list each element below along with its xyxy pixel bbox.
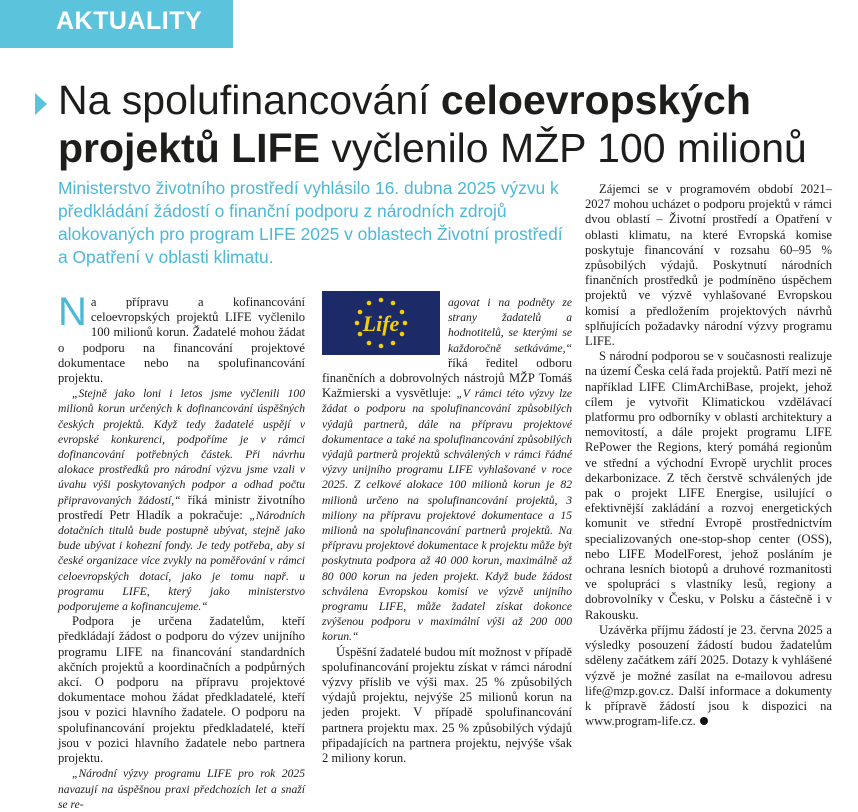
paragraph <box>58 290 305 386</box>
quote-paragraph <box>58 386 305 614</box>
column-1 <box>58 290 305 812</box>
paragraph-text: Uzávěrka příjmu žádostí je 23. června 2025 a výsledky posouzení žádostí budou žadatelům sděleny začátkem září 2025. Dotazy k vyhlášené výzvě je možné zasílat na e-mailovou adresu life@mzp.gov.cz. Další informace a dokumenty k přípravě žádostí jsou k dispozici na www.program-life.cz. <box>585 622 832 729</box>
drop-cap: N <box>58 290 87 334</box>
logo-text: Life <box>362 311 400 336</box>
quote-text: „Národních dotačních titulů bude postupně ubývat, stejně jako bude ubývat i kohezní fondy. Je tedy potřeba, aby si české organizace více zvykly na poměřování v rámci celoevropských dotací, jako je tomu např. u programu LIFE, který jako ministerstvo podporujeme a kofinancujeme.“ <box>58 508 305 614</box>
headline-bold: celoevropských projektů LIFE <box>58 77 751 171</box>
paragraph-text: říká ředitel odboru finančních a dobrovolných nástrojů MŽP Tomáš Kažmierski a vysvětluje: <box>322 355 572 401</box>
paragraph-text: a přípravu a kofinancování celoevropských projektů LIFE vyčlenilo 100 milionů korun. Žadatelé mohou žádat o podporu na financování projektové dokumentace nebo na spolufinancování projektu. <box>58 295 305 386</box>
eu-stars-icon <box>322 291 440 355</box>
headline-part1: Na spolufinancování <box>58 77 441 123</box>
end-mark-icon <box>700 717 708 725</box>
quote-paragraph: „Národní výzvy programu LIFE pro rok 2025 navazují na úspěšnou praxi předchozích let a snaží se re- <box>58 767 305 811</box>
paragraph: Zájemci se v programovém období 2021–2027 mohou ucházet o podporu projektů v rámci dvou oblastí – Životní prostředí a Opatření v oblasti klimatu, na které Evropská komise poskytuje financování v rozsahu 60–95 % způsobilých výdajů. Poskytnutí národních finančních prostředků je podmíněno úspěchem projektů ve výzvě vyhlašované Evropskou komisí a předložením projektových návrhů splňujících požadavky národní výzvy programu LIFE. <box>585 182 832 349</box>
quote-text: „Stejně jako loni i letos jsme vyčlenili 100 milionů korun určených k dofinancování úspěšných českých projektů. Když tedy žadatelé uspějí v evropské konkurenci, podpoříme je v rámci dofinancování potřebných částek. Při návrhu alokace prostředků pro národní výzvu jsme vzali v úvahu výši poskytovaných podpor a odhad počtu připravovaných žádostí,“ <box>58 387 305 507</box>
triangle-marker-icon <box>35 93 47 115</box>
section-badge <box>0 0 233 48</box>
paragraph: Podpora je určena žadatelům, kteří předkládají žádost o podporu do výzev unijního programu LIFE na financování standardních akčních projektů a koordinačních a podpůrných akcí. O podporu na přípravu projektové dokumentace mohou žádat předkladatelé, kteří jsou v pozici hlavního žadatele. O podporu na spolufinancování projektu předkladatelé, kteří jsou v pozici hlavního žadatele nebo partnera projektu. <box>58 614 305 766</box>
headline <box>58 76 848 172</box>
column-2 <box>322 295 572 766</box>
paragraph <box>585 623 832 729</box>
lead-paragraph: Ministerstvo životního prostředí vyhlásilo 16. dubna 2025 výzvu k předkládání žádostí o finanční podporu z národních zdrojů alokovaných pro program LIFE 2025 v oblastech Životní prostředí a Opatření v oblasti klimatu. <box>58 178 563 267</box>
eu-life-logo <box>322 291 440 355</box>
column-3 <box>585 182 832 729</box>
quote-text: „V rámci této výzvy lze žádat o podporu na spolufinancování způsobilých výdajů partnerů, dále na přípravu projektové dokumentace a také na spolufinancování způsobilých výdajů partnerů projektů schválených v rámci řádné výzvy unijního programu LIFE vyhlašované v roce 2025. Z celkové alokace 100 milionů korun je 82 milionů určeno na spolufinancování projektů, 3 miliony na přípravu projektové dokumentace a 15 milionů na spolufinancování partnerů projektů. Na přípravu projektové dokumentace k projektu může být poskytnuta podpora až 40 000 korun, maximálně až 80 000 korun na jeden projekt. Když bude žádost schválena Evropskou komisí ve výzvě unijního programu LIFE, může žadatel získat dokonce zvýšenou podporu v maximální výši až 200 000 korun.“ <box>322 387 572 644</box>
quote-text: agovat i na podněty ze strany žadatelů a hodnotitelů, se kterými se každoročně setkáváme,“ <box>448 296 572 355</box>
paragraph: S národní podporou se v současnosti realizuje na území Česka celá řada projektů. Patří mezi ně například LIFE ClimArchiBase, projekt, jehož cílem je vytvořit Klimatickou vzdělávací platformu pro odborníky v oblasti architektury a nemovitostí, a dále projekt programu LIFE RePower the Regions, který pomáhá regionům ve střední a východní Evropě urychlit proces dekarbonizace. Z těch čerstvě schválených jde pak o projekt LIFE Energise, usilující o efektivnější zakládání a rozvoj energetických komunit ve střední Evropě prostřednictvím specializovaných one-stop-shop center (OSS), nebo LIFE ModelForest, jehož posláním je ochrana lesních biotopů a druhové rozmanitosti ve spolupráci s vlastníky lesů, regiony a dobrovolníky v Česku, v Polsku a částečně i v Rakousku. <box>585 349 832 622</box>
paragraph: Úspěšní žadatelé budou mít možnost v případě spolufinancování projektu získat v rámci národní výzvy příslib ve výši max. 25 % způsobilých výdajů projektu, nejvýše 25 milionů korun na jeden projekt. V případě spolufinancování partnera projektu max. 25 % způsobilých výdajů připadajících na partnera projektu, nejvýše však 2 miliony korun. <box>322 644 572 766</box>
section-label: AKTUALITY <box>56 7 203 35</box>
paragraph-text: říká ministr životního prostředí Petr Hladík a pokračuje: <box>58 492 305 522</box>
headline-part2: vyčlenilo MŽP 100 milionů <box>319 125 807 171</box>
